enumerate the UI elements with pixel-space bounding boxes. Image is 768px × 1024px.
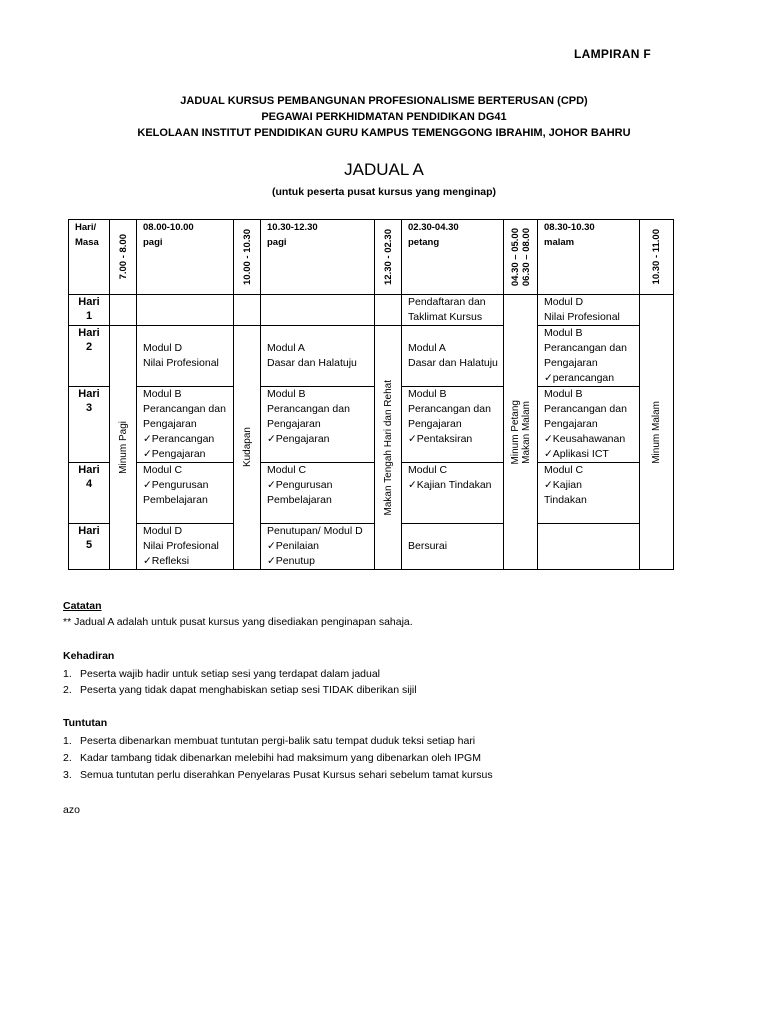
session-line: ✓Pengurusan (143, 479, 209, 491)
session-line: ✓Kajian Tindakan (408, 479, 492, 491)
day-label: Hari (78, 327, 100, 339)
session-cell (538, 524, 640, 570)
session-line: ✓Pengurusan (267, 479, 333, 491)
session-line: Perancangan dan (408, 403, 491, 415)
break-minum-pagi (110, 326, 137, 570)
header-session-3 (402, 220, 504, 295)
title-line-1: JADUAL KURSUS PEMBANGUNAN PROFESIONALISME BERTERUSAN (CPD) (180, 95, 588, 107)
break-makan-malam-text: Makan Malam (520, 400, 532, 464)
session-3-time: 02.30-04.30 (408, 222, 459, 233)
header-time-3-text: 12.30 - 02.30 (382, 229, 394, 285)
header-time-2-text: 10.00 - 10.30 (241, 229, 253, 285)
session-cell (538, 463, 640, 524)
header-session-2 (261, 220, 375, 295)
list-number: 1. (63, 668, 72, 680)
session-cell (261, 326, 375, 387)
header-hari-masa (69, 220, 110, 295)
session-line: Modul C (544, 464, 584, 476)
table-row (69, 387, 674, 463)
empty-cell (375, 295, 402, 326)
schedule-table (68, 219, 674, 570)
session-line: Perancangan dan (544, 342, 627, 354)
session-line: Modul C (143, 464, 183, 476)
header-masa-label: Masa (75, 237, 99, 248)
break-minum-petang-text: Minum Petang (509, 399, 521, 465)
catatan-heading (63, 600, 102, 612)
list-text: Semua tuntutan perlu diserahkan Penyelaras Pusat Kursus sehari sebelum tamat kursus (80, 769, 493, 781)
session-line: ✓Penutup (267, 555, 315, 567)
session-line: Nilai Profesional (143, 540, 219, 552)
day-number: 1 (85, 310, 93, 322)
header-time-3 (375, 220, 402, 295)
empty-cell (110, 295, 137, 326)
header-time-5-text: 10.30 - 11.00 (651, 229, 662, 285)
list-text: Kadar tambang tidak dibenarkan melebihi had maksimum yang dibenarkan oleh IPGM (80, 752, 481, 764)
day-cell (69, 295, 110, 326)
kehadiran-item (63, 668, 380, 680)
session-line: Perancangan dan (544, 403, 627, 415)
header-time-4b-text: 06.30 – 08.00 (520, 227, 532, 287)
day-cell (69, 387, 110, 463)
kehadiran-item (63, 684, 417, 696)
session-line: Modul C (408, 464, 448, 476)
session-cell (137, 387, 234, 463)
kehadiran-heading (63, 650, 114, 662)
session-line: Modul D (544, 296, 584, 308)
list-number: 2. (63, 752, 72, 764)
break-minum-petang-makan-malam (504, 295, 538, 570)
session-cell (402, 463, 504, 524)
session-line: Modul A (267, 342, 305, 354)
footer-initials: azo (63, 804, 80, 816)
session-line: ✓Kajian (544, 479, 582, 491)
list-text: Peserta yang tidak dapat menghabiskan setiap sesi TIDAK diberikan sijil (80, 684, 417, 696)
header-hari-label: Hari/ (75, 222, 97, 233)
table-row (69, 524, 674, 570)
session-line: Tindakan (544, 494, 587, 506)
session-line: Pengajaran (143, 418, 197, 430)
session-line: ✓Pengajaran (267, 433, 330, 445)
list-number: 1. (63, 735, 72, 747)
session-cell (137, 524, 234, 570)
session-1-period: pagi (143, 237, 163, 248)
session-line: ✓Perancangan (143, 433, 215, 445)
header-time-1-text: 7.00 - 8.00 (117, 234, 129, 280)
schedule-title: JADUAL A (344, 160, 424, 179)
session-line: Pendaftaran dan (408, 296, 486, 308)
session-line: Modul B (143, 388, 182, 400)
day-number: 2 (85, 341, 93, 353)
session-line: Modul A (408, 342, 446, 354)
day-label: Hari (78, 388, 100, 400)
session-4-time: 08.30-10.30 (544, 222, 595, 233)
session-line: Modul B (267, 388, 306, 400)
day-number: 3 (85, 402, 93, 414)
session-line: Modul B (544, 327, 583, 339)
header-session-4 (538, 220, 640, 295)
session-line: Modul D (143, 342, 183, 354)
session-cell (538, 387, 640, 463)
session-cell (261, 463, 375, 524)
tuntutan-item (63, 752, 481, 764)
break-makan-tengah-hari (375, 326, 402, 570)
break-kudapan (234, 326, 261, 570)
session-line: Nilai Profesional (143, 357, 219, 369)
header-session-1 (137, 220, 234, 295)
tuntutan-heading (63, 717, 107, 729)
session-cell (261, 387, 375, 463)
session-cell (261, 524, 375, 570)
list-text: Peserta wajib hadir untuk setiap sesi yang terdapat dalam jadual (80, 668, 381, 680)
session-cell (402, 387, 504, 463)
session-cell (538, 295, 640, 326)
header-time-5 (640, 220, 674, 295)
tuntutan-item (63, 769, 493, 781)
session-4-period: malam (544, 237, 575, 248)
day-number: 4 (85, 478, 93, 490)
session-2-time: 10.30-12.30 (267, 222, 318, 233)
day-label: Hari (78, 464, 100, 476)
table-row (69, 295, 674, 326)
session-line: ✓Aplikasi ICT (544, 448, 609, 460)
day-cell (69, 463, 110, 524)
break-minum-pagi-text: Minum Pagi (117, 421, 129, 474)
session-cell (402, 295, 504, 326)
session-cell (538, 326, 640, 387)
day-number: 5 (85, 539, 93, 551)
session-cell (261, 295, 375, 326)
day-label: Hari (78, 525, 100, 537)
session-line: Pengajaran (544, 357, 598, 369)
session-1-time: 08.00-10.00 (143, 222, 194, 233)
break-kudapan-text: Kudapan (241, 427, 253, 468)
title-line-3: KELOLAAN INSTITUT PENDIDIKAN GURU KAMPUS TEMENGGONG IBRAHIM, JOHOR BAHRU (137, 127, 631, 139)
kehadiran-heading-text: Kehadiran (63, 650, 115, 662)
break-minum-malam (640, 295, 674, 570)
session-2-period: pagi (267, 237, 287, 248)
session-line: Modul C (267, 464, 307, 476)
session-line: Nilai Profesional (544, 311, 620, 323)
day-label: Hari (78, 296, 100, 308)
session-line: Taklimat Kursus (408, 311, 483, 323)
session-line: Penutupan/ Modul D (267, 525, 363, 537)
session-line: Dasar dan Halatuju (267, 357, 357, 369)
session-line: Bersurai (408, 540, 448, 552)
header-time-4 (504, 220, 538, 295)
session-line: ✓perancangan (544, 372, 615, 384)
header-time-4a-text: 04.30 – 05.00 (509, 227, 521, 287)
session-line: Pengajaran (408, 418, 462, 430)
session-line: Pengajaran (544, 418, 598, 430)
session-line: Pembelajaran (267, 494, 332, 506)
empty-cell (234, 295, 261, 326)
break-minum-malam-text: Minum Malam (651, 400, 662, 464)
list-number: 2. (63, 684, 72, 696)
session-line: ✓Refleksi (143, 555, 190, 567)
table-row (69, 463, 674, 524)
session-3-period: petang (408, 237, 440, 248)
session-line: Pembelajaran (143, 494, 208, 506)
catatan-text: ** Jadual A adalah untuk pusat kursus yang disediakan penginapan sahaja. (63, 616, 413, 628)
session-cell (402, 326, 504, 387)
table-header-row (69, 220, 674, 295)
session-line: ✓Pentaksiran (408, 433, 473, 445)
session-line: ✓Penilaian (267, 540, 319, 552)
day-cell (69, 326, 110, 387)
list-number: 3. (63, 769, 72, 781)
session-line: ✓Pengajaran (143, 448, 206, 460)
session-line: Pengajaran (267, 418, 321, 430)
list-text: Peserta dibenarkan membuat tuntutan pergi-balik satu tempat duduk teksi setiap hari (80, 735, 476, 747)
tuntutan-heading-text: Tuntutan (63, 717, 108, 729)
session-line: Modul D (143, 525, 183, 537)
session-line: Perancangan dan (143, 403, 226, 415)
session-line: Perancangan dan (267, 403, 350, 415)
appendix-label: LAMPIRAN F (574, 47, 651, 61)
session-cell (402, 524, 504, 570)
tuntutan-item (63, 735, 475, 747)
session-line: Dasar dan Halatuju (408, 357, 498, 369)
session-line: ✓Keusahawanan (544, 433, 626, 445)
title-line-2: PEGAWAI PERKHIDMATAN PENDIDIKAN DG41 (261, 111, 507, 123)
session-cell (137, 295, 234, 326)
session-cell (137, 463, 234, 524)
day-cell (69, 524, 110, 570)
schedule-subtitle: (untuk peserta pusat kursus yang menginap) (271, 186, 497, 198)
header-time-1 (110, 220, 137, 295)
break-makan-tengah-text: Makan Tengah Hari dan Rehat (382, 379, 394, 516)
session-line: Modul B (544, 388, 583, 400)
table-row (69, 326, 674, 387)
session-line: Modul B (408, 388, 447, 400)
catatan-heading-text: Catatan (63, 600, 102, 612)
session-cell (137, 326, 234, 387)
header-time-2 (234, 220, 261, 295)
